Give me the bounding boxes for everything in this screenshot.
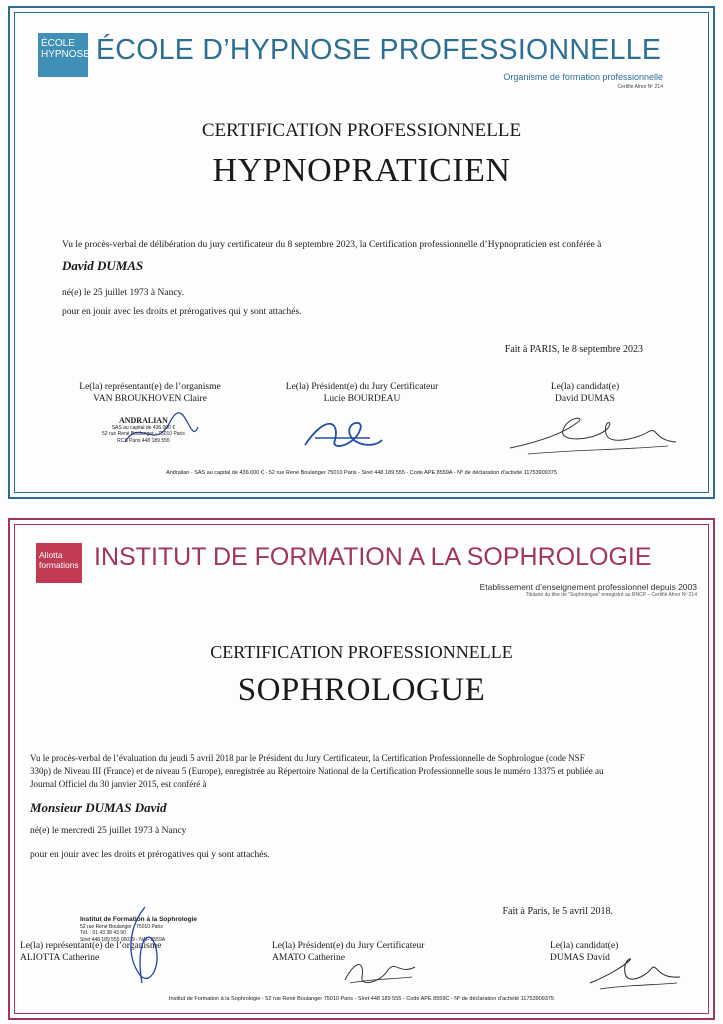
intro-text-line2: 330p) de Niveau III (France) et de niveau 5 (Europe), enregistrée au Répertoire National de la Certification Professionnelle sous le numéro 13375 et publiée au (30, 766, 604, 776)
intro-text-line3: Journal Officiel du 30 janvier 2015, est conféré à (30, 779, 207, 789)
recipient-name: Monsieur DUMAS David (30, 800, 167, 815)
stamp-line: Tél. : 01 43 38 43 90 (80, 930, 126, 936)
birth-info: né(e) le mercredi 25 juillet 1973 à Nancy (30, 826, 187, 836)
rights-text: pour en jouir avec les droits et prérogatives qui y sont attachés. (30, 850, 270, 860)
rights-text: pour en jouir avec les droits et prérogatives qui y sont attachés. (62, 307, 302, 317)
signatory-candidate (520, 381, 650, 405)
signature-candidate (585, 955, 685, 993)
signatory-role: Le(la) représentant(e) de l’organisme (20, 941, 162, 951)
signature-jury-president (340, 955, 420, 990)
institute-name: INSTITUT DE FORMATION A LA SOPHROLOGIE (94, 543, 652, 571)
birth-info: né(e) le 25 juillet 1973 à Nancy. (62, 288, 185, 298)
certification-label: CERTIFICATION PROFESSIONNELLE (201, 120, 522, 141)
logo-text-line1: Aliotta (39, 550, 63, 560)
stamp-line: Siret 448 189 555 00039 - NAF 8559A (80, 936, 166, 943)
school-subtitle: Organisme de formation professionnelle (503, 72, 663, 82)
logo-text-line2: HYPNOSE (41, 49, 90, 60)
institute-logo (36, 543, 82, 583)
signatory-role: Le(la) candidat(e) (550, 382, 620, 392)
stamp-line: SAS au capital de 436.000 € (111, 424, 176, 431)
signatory-name: Lucie BOURDEAU (323, 394, 401, 404)
place-date: Fait à PARIS, le 8 septembre 2023 (504, 344, 643, 355)
signatory-jury-president (282, 381, 442, 405)
place-date: Fait à Paris, le 5 avril 2018. (502, 906, 613, 917)
school-accreditation: Certifié Afnor Nº 214 (617, 84, 663, 90)
signatory-role: Le(la) Président(e) du Jury Certificateur (285, 382, 439, 392)
signatory-name: David DUMAS (555, 394, 615, 404)
signatory-role: Le(la) Président(e) du Jury Certificateur (272, 941, 425, 951)
institute-accreditation: Titulaire du titre de “Sophrologue” enregistré au RNCP – Certifié Afnor Nº 214 (525, 592, 697, 598)
stamp-title: Institut de Formation à la Sophrologie (80, 916, 198, 923)
institute-subtitle: Etablissement d’enseignement professionnel depuis 2003 (479, 582, 697, 592)
certificate-hypnopraticien (0, 0, 723, 505)
certificate-title: HYPNOPRATICIEN (212, 152, 511, 189)
signature-organisation (120, 905, 170, 990)
logo-text-line2: formations (39, 560, 79, 570)
school-name: ÉCOLE D’HYPNOSE PROFESSIONNELLE (96, 34, 662, 66)
recipient-name: David DUMAS (62, 258, 144, 273)
stamp-line: 52 rue René Boulanger - 75010 Paris (80, 923, 163, 930)
signatory-name: VAN BROUKHOVEN Claire (93, 394, 207, 404)
legal-footer: Institut de Formation à la Sophrologie - 52 rue René Boulanger 75010 Paris - Siret 448 189 555 - Code APE 8559C - Nº de déclaration d’activité 11753909375 (168, 996, 554, 1002)
stamp-title: ANDRALIAN (118, 416, 168, 425)
signatory-name: DUMAS David (550, 953, 610, 963)
signature-candidate (508, 410, 678, 460)
legal-footer: Andralian - SAS au capital de 436.000 € - 52 rue René Boulanger 75010 Paris - Siret 448 189 555 - Code APE 8559A - Nº de déclaration d’activité 11753909375 (166, 470, 557, 476)
intro-text-line1: Vu le procès-verbal de l’évaluation du jeudi 5 avril 2018 par le Président du Jury Certificateur, la Certification Professionnelle de Sophrologue (code NSF (30, 753, 585, 763)
intro-text: Vu le procès-verbal de délibération du jury certificateur du 8 septembre 2023, la Certification professionnelle d’Hypnopraticien est conférée à (62, 240, 602, 250)
certification-label: CERTIFICATION PROFESSIONNELLE (210, 642, 513, 662)
stamp-line: RCS Paris 448 189 555 (117, 437, 170, 444)
certificate-title: SOPHROLOGUE (237, 672, 486, 708)
logo-text-line1: ÉCOLE (41, 38, 75, 49)
signatory-organisation (70, 381, 230, 405)
signatory-role: Le(la) candidat(e) (550, 941, 619, 951)
school-logo (38, 33, 88, 77)
signature-organisation (120, 412, 200, 457)
signature-jury-president (300, 410, 385, 455)
signatory-role: Le(la) représentant(e) de l’organisme (79, 382, 221, 392)
stamp-line: 52 rue René Boulanger - 75010 Paris (102, 431, 185, 437)
signatory-name: AMATO Catherine (272, 953, 345, 963)
signatory-name: ALIOTTA Catherine (20, 953, 100, 963)
